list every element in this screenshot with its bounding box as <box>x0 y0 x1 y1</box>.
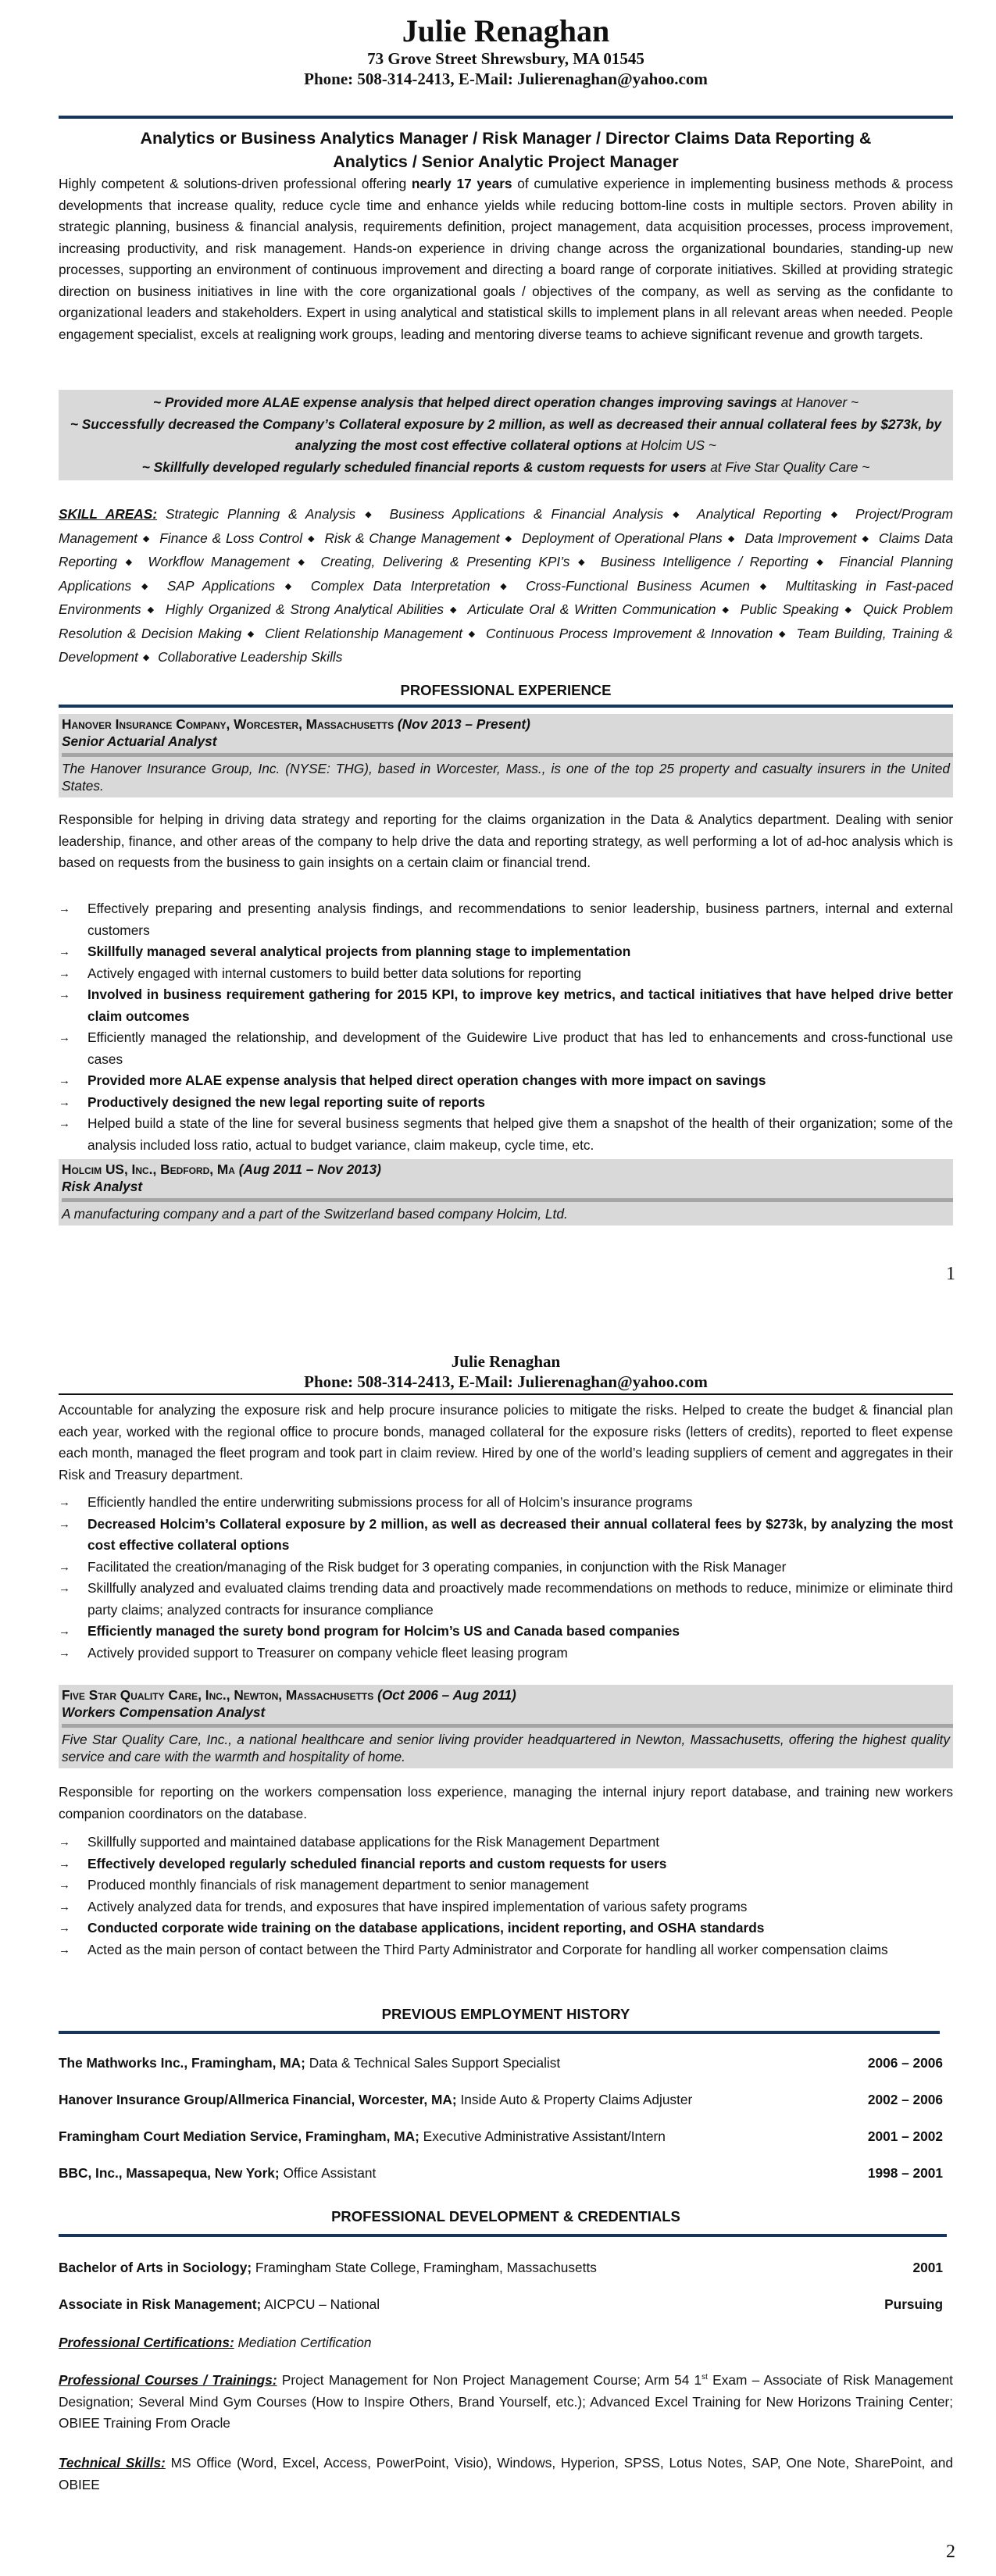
job-bullet <box>59 1832 953 1854</box>
arrow-bullet-icon: → <box>59 902 70 915</box>
job-bullet-text: Efficiently managed the relationship, and development of the Guidewire Live product that has led to enhancements and cross-functional use cases <box>87 1029 953 1067</box>
diamond-separator-icon: ◆ <box>145 605 156 615</box>
job-bullet-text: Involved in business requirement gathering for 2015 KPI, to improve key metrics, and tactical initiatives that have helped drive better claim outcomes <box>87 987 953 1024</box>
job-dates: (Oct 2006 – Aug 2011) <box>377 1687 516 1703</box>
achievement-item: ~ Skillfully developed regularly scheduled financial reports & custom requests for users at Five Star Quality Care ~ <box>141 458 870 475</box>
page-2-header <box>59 1351 953 1392</box>
job-summary <box>59 809 953 874</box>
job-bullet-list <box>59 1492 953 1664</box>
skill-item: Continuous Process Improvement & Innovation <box>485 625 773 641</box>
headline <box>59 127 953 173</box>
job-bullet <box>59 1492 953 1514</box>
job-bullet-text: Efficiently managed the surety bond program for Holcim’s US and Canada based companies <box>87 1623 680 1639</box>
job-bullet-list <box>59 898 953 1156</box>
diamond-separator-icon: ◆ <box>307 533 316 544</box>
job-bullet-text: Effectively preparing and presenting analysis findings, and recommendations to senior leadership, business partners, internal and external customers <box>87 901 953 938</box>
skill-item: Risk & Change Management <box>324 530 500 546</box>
skill-item: Team Building, Training & Development <box>59 625 953 665</box>
skill-item: Deployment of Operational Plans <box>522 530 723 546</box>
achievement-item: ~ Successfully decreased the Company’s Collateral exposure by 2 million, as well as decreased their annual collateral fees by $273k, by analyzing the most cost effective collateral options at Holcim US ~ <box>70 416 942 453</box>
job-bullet-text: Acted as the main person of contact between the Third Party Administrator and Corporate for handling all worker compensation claims <box>87 1941 888 1957</box>
summary-emphasis: nearly 17 years <box>411 176 512 191</box>
job-bullet-text: Skillfully managed several analytical projects from planning stage to implementation <box>87 944 631 959</box>
section-title-previous-employment: PREVIOUS EMPLOYMENT HISTORY <box>381 2006 630 2022</box>
skill-item: Creating, Delivering & Presenting KPI’s <box>320 554 570 569</box>
job-dates: (Aug 2011 – Nov 2013) <box>238 1161 381 1177</box>
skill-item: Strategic Planning & Analysis <box>165 506 356 522</box>
job-bullet <box>59 963 953 985</box>
arrow-bullet-icon: → <box>59 1095 70 1109</box>
diamond-separator-icon: ◆ <box>142 653 150 662</box>
job-bullet <box>59 1875 953 1896</box>
skill-item: Collaborative Leadership Skills <box>158 649 343 665</box>
skill-item: Articulate Oral & Written Communication <box>467 601 716 617</box>
arrow-bullet-icon: → <box>59 1646 70 1660</box>
job-bullet <box>59 1070 953 1092</box>
skill-item: Finance & Loss Control <box>159 530 303 546</box>
section-divider <box>59 2031 940 2034</box>
job-header-five-star <box>59 1685 953 1768</box>
job-summary <box>59 1400 953 1486</box>
job-bullet <box>59 1896 953 1918</box>
diamond-separator-icon: ◆ <box>246 629 255 639</box>
employment-years: 2002 – 2006 <box>867 2092 943 2107</box>
education-list <box>59 2259 953 2313</box>
courses: Professional Courses / Trainings: Project Management for Non Project Management Course; Arm 54 1st Exam – Associate of Risk Management Designation; Several Mind Gym Courses (How to Inspire Others, Brand Yourself, etc.); Advanced Excel Training for New Horizons Training Center; OBIEE Training From Oracle <box>59 2372 953 2431</box>
skill-item: Project/Program Management <box>59 506 953 546</box>
page-number: 2 <box>946 2542 955 2562</box>
skill-item: Claims Data Reporting <box>59 530 953 569</box>
employment-years: 2006 – 2006 <box>867 2055 943 2071</box>
job-bullet-text: Actively analyzed data for trends, and exposures that have inspired implementation of various safety programs <box>87 1898 748 1914</box>
diamond-separator-icon: ◆ <box>280 581 298 591</box>
skill-item: Analytical Reporting <box>696 506 822 522</box>
job-company-description: The Hanover Insurance Group, Inc. (NYSE: THG), based in Worcester, Mass., is one of the top 25 property and casualty insurers in the United States. <box>62 761 950 794</box>
job-bullet-text: Conducted corporate wide training on the database applications, incident reporting, and OSHA standards <box>87 1920 765 1936</box>
skill-areas <box>59 504 953 671</box>
job-bullet <box>59 1918 953 1939</box>
job-bullet <box>59 1578 953 1621</box>
technical-skills <box>59 2453 953 2496</box>
diamond-separator-icon: ◆ <box>843 605 853 615</box>
section-title-credentials: PROFESSIONAL DEVELOPMENT & CREDENTIALS <box>331 2208 680 2225</box>
arrow-bullet-icon: → <box>59 988 70 1001</box>
arrow-bullet-icon: → <box>59 1836 70 1849</box>
job-bullet-text: Productively designed the new legal reporting suite of reports <box>87 1094 485 1110</box>
certifications-value: Mediation Certification <box>234 2335 372 2350</box>
certifications <box>59 2332 953 2354</box>
skill-areas-list <box>59 506 953 665</box>
arrow-bullet-icon: → <box>59 945 70 958</box>
skill-item: Business Applications & Financial Analysis <box>389 506 664 522</box>
job-bullet <box>59 1027 953 1070</box>
arrow-bullet-icon: → <box>59 1625 70 1638</box>
education-row: Bachelor of Arts in Sociology; Framingham State College, Framingham, Massachusetts 2001 <box>59 2260 943 2275</box>
headline-line-2: Analytics / Senior Analytic Project Manager <box>333 152 679 171</box>
technical-skills-label: Technical Skills: <box>59 2455 166 2471</box>
job-bullet-text: Provided more ALAE expense analysis that helped direct operation changes with more impact on savings <box>87 1072 766 1088</box>
job-bullet <box>59 1854 953 1875</box>
arrow-bullet-icon: → <box>59 1074 70 1087</box>
job-bullet-text: Actively engaged with internal customers to build better data solutions for reporting <box>87 965 582 981</box>
skill-item: SAP Applications <box>166 577 275 594</box>
candidate-name: Julie Renaghan <box>402 13 610 48</box>
summary-text: Highly competent & solutions-driven professional offering <box>59 176 412 191</box>
job-bullet <box>59 941 953 963</box>
diamond-separator-icon: ◆ <box>668 510 684 519</box>
diamond-separator-icon: ◆ <box>141 533 151 544</box>
education-status: Pursuing <box>884 2296 943 2312</box>
page-number: 1 <box>946 1264 955 1284</box>
skill-item: Complex Data Interpretation <box>310 577 491 594</box>
arrow-bullet-icon: → <box>59 1857 70 1871</box>
employment-row: The Mathworks Inc., Framingham, MA; Data & Technical Sales Support Specialist 2006 – 2006 <box>59 2055 943 2071</box>
employment-row: BBC, Inc., Massapequa, New York; Office Assistant 1998 – 2001 <box>59 2165 943 2181</box>
job-bullet <box>59 1643 953 1664</box>
arrow-bullet-icon: → <box>59 1560 70 1574</box>
job-bullet-text: Helped build a state of the line for several business segments that helped give them a snapshot of the health of their organization; some of the analysis included loss ratio, actual to budget variance, claim makeup, cycle time, etc. <box>87 1115 953 1153</box>
diamond-separator-icon: ◆ <box>448 605 459 615</box>
section-divider <box>59 2234 947 2237</box>
arrow-bullet-icon: → <box>59 1031 70 1044</box>
skill-item: Data Improvement <box>744 530 857 546</box>
employment-years: 2001 – 2002 <box>867 2128 943 2144</box>
job-company-description: Five Star Quality Care, Inc., a national healthcare and senior living provider headquartered in Newton, Massachusetts, offering the highest quality service and care with the warmth and hospitality of home. <box>62 1732 950 1764</box>
diamond-separator-icon: ◆ <box>494 581 512 591</box>
resume-page-2 <box>0 1297 996 2576</box>
skill-item: Multitasking in Fast-paced Environments <box>59 577 953 617</box>
education-year: 2001 <box>912 2260 943 2275</box>
job-bullet-text: Skillfully analyzed and evaluated claims trending data and proactively made recommendations on methods to reduce, minimize or eliminate third party claims; analyzed contracts for insurance compliance <box>87 1580 953 1618</box>
job-company: Hanover Insurance Company, Worcester, Massachusetts <box>62 716 394 732</box>
diamond-separator-icon: ◆ <box>777 629 787 639</box>
diamond-separator-icon: ◆ <box>754 581 772 591</box>
skill-areas-label: SKILL AREAS: <box>59 506 158 522</box>
diamond-separator-icon: ◆ <box>467 629 477 639</box>
job-bullet-text: Produced monthly financials of risk management department to senior management <box>87 1877 589 1893</box>
diamond-separator-icon: ◆ <box>812 558 827 567</box>
arrow-bullet-icon: → <box>59 966 70 980</box>
summary-text: of cumulative experience in implementing business methods & process developments that increase quality, reduce cycle time and enhance yields while reducing bottom-line costs in multiple sectors. Proven ability in strategic planning, business & financial analysis, requirements definition, project management, data acquisition processes, process improvement, increasing productivity, and risk management. Hands-on experience in driving change across the organizational boundaries, standing-up new processes, supporting an environment of continuous improvement and directing a board range of corporate initiatives. Skilled at providing strategic direction on business initiatives in line with the core organizational goals / objectives of the company, as well as serving as the confidante to organizational leaders and stakeholders. Expert in using analytical and statistical skills to implement plans in all relevant areas when needed. People engagement specialist, excels at realigning work groups, leading and mentoring diverse teams to achieve significant revenue and growth targets. <box>59 176 953 342</box>
job-bullet <box>59 1092 953 1114</box>
summary-paragraph <box>59 173 953 345</box>
job-bullet-text: Decreased Holcim’s Collateral exposure by 2 million, as well as decreased their annual collateral fees by $273k, by analyzing the most cost effective collateral options <box>87 1515 953 1553</box>
job-bullet <box>59 1113 953 1156</box>
key-achievements-box <box>59 390 953 480</box>
education-row: Associate in Risk Management; AICPCU – National Pursuing <box>59 2296 943 2312</box>
job-bullet <box>59 984 953 1027</box>
job-bullet-text: Facilitated the creation/managing of the Risk budget for 3 operating companies, in conjunction with the Risk Manager <box>87 1558 787 1575</box>
skill-item: Client Relationship Management <box>265 625 463 641</box>
employment-years: 1998 – 2001 <box>867 2165 943 2181</box>
job-summary <box>59 1782 953 1825</box>
arrow-bullet-icon: → <box>59 1878 70 1892</box>
diamond-separator-icon: ◆ <box>504 533 513 544</box>
diamond-separator-icon: ◆ <box>726 533 736 544</box>
arrow-bullet-icon: → <box>59 1900 70 1914</box>
job-bullet <box>59 1514 953 1557</box>
skill-item: Financial Planning Applications <box>59 554 953 594</box>
job-header-hanover <box>59 714 953 797</box>
diamond-separator-icon: ◆ <box>574 558 589 567</box>
skill-item: Public Speaking <box>740 601 839 617</box>
skill-item: Cross-Functional Business Acumen <box>526 577 750 594</box>
job-bullet <box>59 1621 953 1643</box>
job-bullet-text: Actively provided support to Treasurer on company vehicle fleet leasing program <box>87 1644 568 1661</box>
job-bullet <box>59 898 953 941</box>
job-company: Five Star Quality Care, Inc., Newton, Massachusetts <box>62 1687 374 1703</box>
skill-item: Highly Organized & Strong Analytical Abilities <box>165 601 444 617</box>
section-divider <box>59 705 953 708</box>
job-bullet <box>59 1557 953 1579</box>
arrow-bullet-icon: → <box>59 1517 70 1531</box>
job-role: Senior Actuarial Analyst <box>62 733 217 749</box>
diamond-separator-icon: ◆ <box>826 510 843 519</box>
candidate-name: Julie Renaghan <box>451 1352 561 1371</box>
arrow-bullet-icon: → <box>59 1921 70 1935</box>
arrow-bullet-icon: → <box>59 1582 70 1595</box>
diamond-separator-icon: ◆ <box>360 510 377 519</box>
job-bullet-text: Efficiently handled the entire underwriting submissions process for all of Holcim’s insurance programs <box>87 1494 693 1510</box>
job-header-holcim <box>59 1159 953 1226</box>
job-bullets <box>59 1832 953 1961</box>
skill-item: Business Intelligence / Reporting <box>600 554 809 569</box>
job-summary-text: Accountable for analyzing the exposure risk and help procure insurance policies to mitigate the risks. Helped to create the budget & financial plan each year, worked with the regional office to procure bonds, managed collateral for the exposure risks (letters of credits), reported to fleet expense each month, managed the fleet program and took part in claim review. Hired by one of the world’s leading suppliers of cement and aggregates in their Risk and Treasury department. <box>59 1402 953 1482</box>
arrow-bullet-icon: → <box>59 1943 70 1957</box>
job-bullets <box>59 1492 953 1664</box>
page-2-header-divider <box>59 1393 953 1395</box>
arrow-bullet-icon: → <box>59 1496 70 1509</box>
section-title-experience: PROFESSIONAL EXPERIENCE <box>400 682 612 698</box>
header-divider <box>59 116 953 119</box>
summary <box>59 173 953 345</box>
job-bullet-list <box>59 1832 953 1961</box>
job-bullet <box>59 1939 953 1961</box>
job-dates: (Nov 2013 – Present) <box>397 716 530 732</box>
skill-item: Quick Problem Resolution & Decision Making <box>59 601 953 641</box>
courses-label: Professional Courses / Trainings: <box>59 2372 277 2388</box>
achievement-item: ~ Provided more ALAE expense analysis that helped direct operation changes improving savings at Hanover ~ <box>152 394 859 410</box>
headline-line-1: Analytics or Business Analytics Manager / Risk Manager / Director Claims Data Reporting & <box>140 129 872 148</box>
candidate-contact: Phone: 508-314-2413, E-Mail: Julierenaghan@yahoo.com <box>304 70 708 88</box>
job-bullet-text: Skillfully supported and maintained database applications for the Risk Management Department <box>87 1834 659 1850</box>
diamond-separator-icon: ◆ <box>861 533 869 544</box>
job-role: Workers Compensation Analyst <box>62 1704 266 1720</box>
previous-employment-list <box>59 2054 953 2182</box>
skill-item: Workflow Management <box>148 554 290 569</box>
employment-row: Hanover Insurance Group/Allmerica Financial, Worcester, MA; Inside Auto & Property Claims Adjuster 2002 – 2006 <box>59 2092 943 2107</box>
job-summary-text: Responsible for reporting on the workers compensation loss experience, managing the internal injury report database, and training new workers companion coordinators on the database. <box>59 1784 953 1821</box>
job-company: Holcim US, Inc., Bedford, Ma <box>62 1161 235 1177</box>
job-role: Risk Analyst <box>62 1179 143 1194</box>
candidate-address: 73 Grove Street Shrewsbury, MA 01545 <box>367 49 644 68</box>
diamond-separator-icon: ◆ <box>136 581 154 591</box>
arrow-bullet-icon: → <box>59 1117 70 1130</box>
job-company-description: A manufacturing company and a part of the Switzerland based company Holcim, Ltd. <box>62 1206 568 1222</box>
employment-row: Framingham Court Mediation Service, Framingham, MA; Executive Administrative Assistant/Intern 2001 – 2002 <box>59 2128 943 2144</box>
diamond-separator-icon: ◆ <box>720 605 730 615</box>
candidate-contact: Phone: 508-314-2413, E-Mail: Julierenaghan@yahoo.com <box>304 1372 708 1391</box>
certifications-label: Professional Certifications: <box>59 2335 234 2350</box>
job-summary-text: Responsible for helping in driving data strategy and reporting for the claims organization in the Data & Analytics department. Dealing with senior leadership, finance, and other areas of the company to help drive the data and reporting strategy, as well performing a lot of ad-hoc analysis which is based on requests from the business to gain insights on a certain claim or financial trend. <box>59 812 953 870</box>
technical-skills-value: MS Office (Word, Excel, Access, PowerPoint, Visio), Windows, Hyperion, SPSS, Lotus Notes, SAP, One Note, SharePoint, and OBIEE <box>59 2455 953 2492</box>
diamond-separator-icon: ◆ <box>121 558 136 567</box>
resume-header <box>59 14 953 89</box>
job-bullets <box>59 898 953 1156</box>
diamond-separator-icon: ◆ <box>294 558 309 567</box>
job-bullet-text: Effectively developed regularly scheduled financial reports and custom requests for users <box>87 1855 667 1871</box>
